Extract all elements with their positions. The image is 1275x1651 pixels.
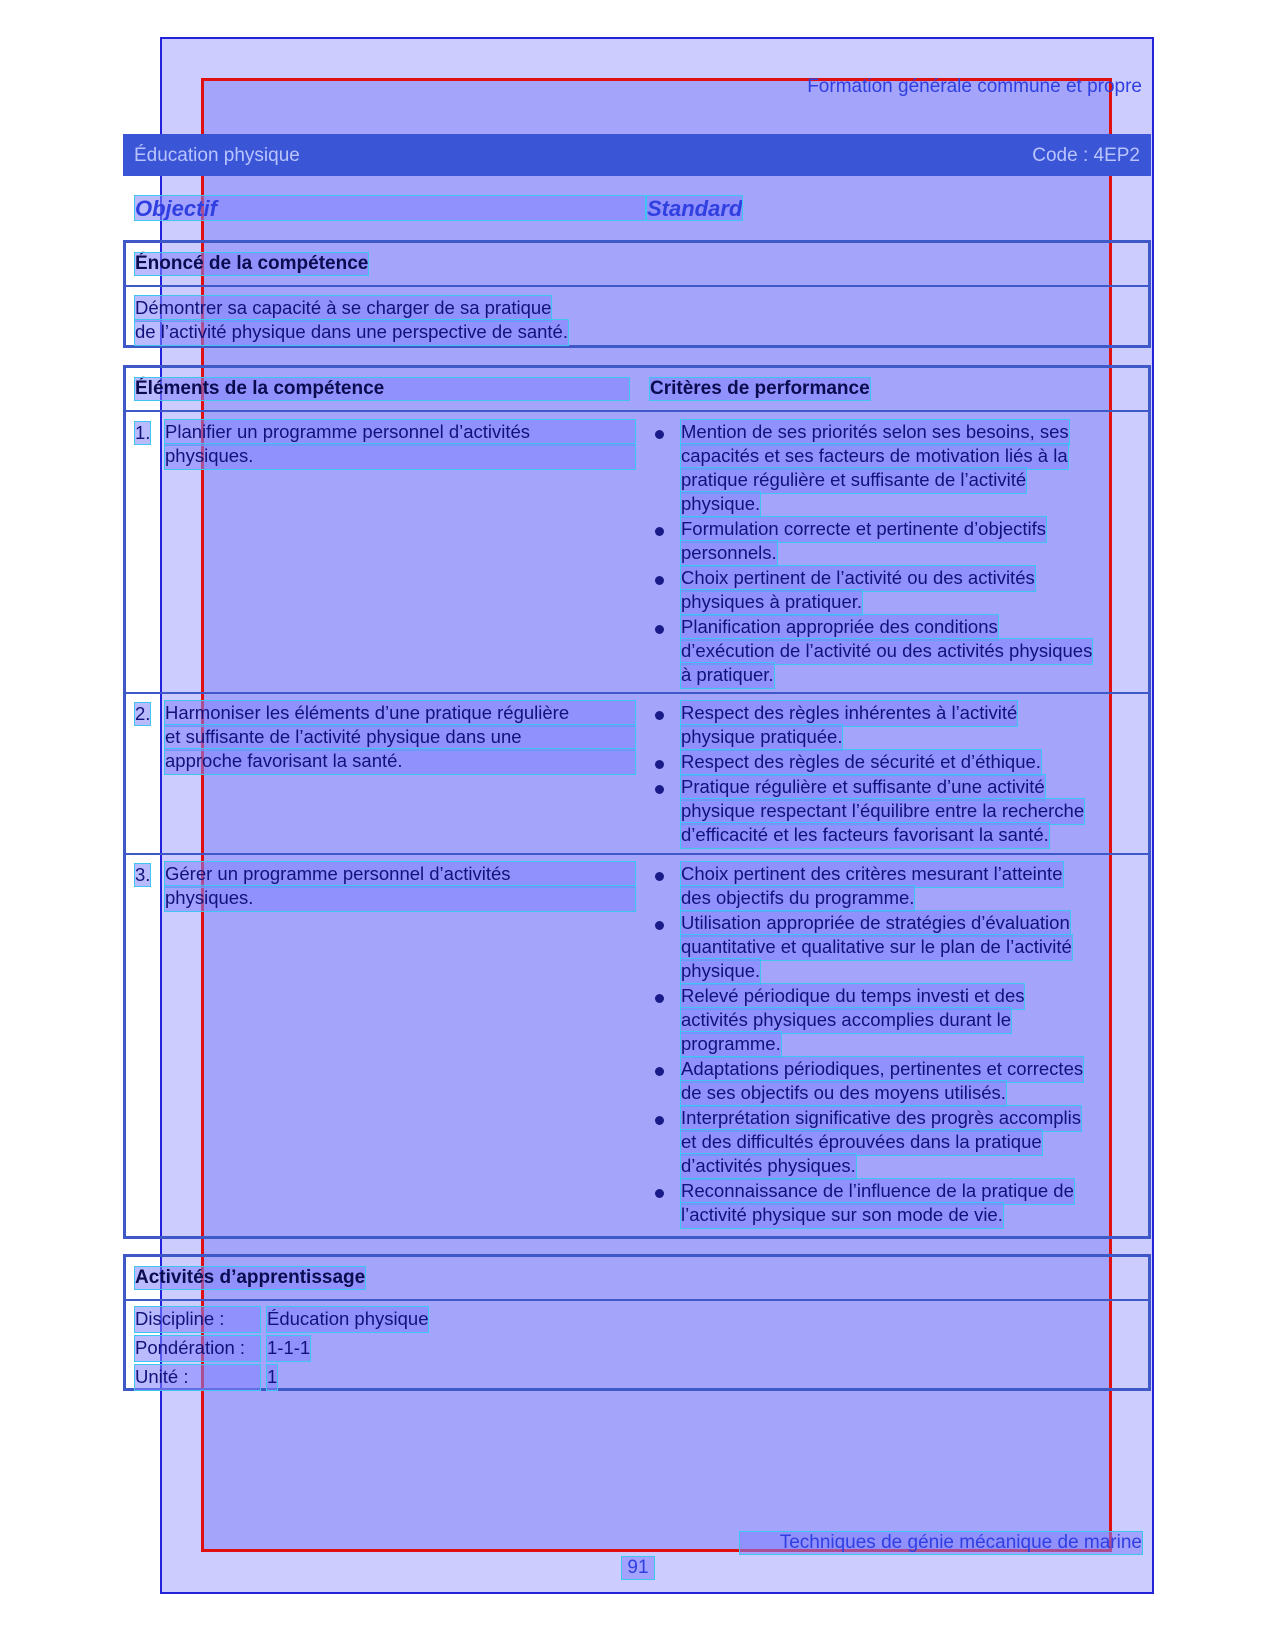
course-title: Éducation physique [134, 145, 300, 166]
criterion-line: Adaptations périodiques, pertinentes et correctes [681, 1057, 1083, 1082]
competence-statement-header [126, 243, 1148, 287]
competence-statement-box [123, 240, 1151, 348]
bullet-icon [655, 1189, 664, 1198]
element-text-line: physiques. [165, 886, 635, 911]
ponderation-value: 1-1-1 [267, 1336, 310, 1361]
element-text-line: Gérer un programme personnel d’activités [165, 862, 635, 887]
bullet-icon [655, 760, 664, 769]
criterion-line: personnels. [681, 541, 777, 566]
criterion-line: Pratique régulière et suffisante d’une activité [681, 775, 1045, 800]
competence-line: de l’activité physique dans une perspective de santé. [135, 320, 568, 345]
bullet-icon [655, 576, 664, 585]
row-divider [126, 853, 1148, 855]
learning-activities-box [123, 1254, 1151, 1391]
page-number: 91 [622, 1557, 654, 1579]
criterion-line: Formulation correcte et pertinente d’objectifs [681, 517, 1046, 542]
criterion-line: programme. [681, 1032, 781, 1057]
criterion-line: physique. [681, 492, 760, 517]
row-divider [126, 692, 1148, 694]
unite-label: Unité : [135, 1365, 260, 1390]
discipline-value: Éducation physique [267, 1307, 428, 1332]
bullet-icon [655, 1067, 664, 1076]
elements-criteria-table [123, 365, 1151, 1239]
bullet-icon [655, 1116, 664, 1125]
element-number: 1. [135, 422, 151, 443]
criterion-line: à pratiquer. [681, 663, 774, 688]
element-number: 2. [135, 703, 151, 724]
criterion-line: physique respectant l’équilibre entre la recherche [681, 799, 1084, 824]
bullet-icon [655, 430, 664, 439]
criterion-line: physiques à pratiquer. [681, 590, 862, 615]
criterion-line: d’exécution de l’activité ou des activités physiques [681, 639, 1092, 664]
criterion-line: l’activité physique sur son mode de vie. [681, 1203, 1003, 1228]
elements-table-header [126, 368, 1148, 412]
criterion-line: Interprétation significative des progrès accomplis [681, 1106, 1081, 1131]
criterion-line: Relevé périodique du temps investi et des [681, 984, 1024, 1009]
criterion-line: Respect des règles de sécurité et d’éthique. [681, 750, 1041, 775]
criterion-line: et des difficultés éprouvées dans la pratique [681, 1130, 1042, 1155]
bullet-icon [655, 625, 664, 634]
objective-label: Objectif [135, 196, 645, 220]
bullet-icon [655, 527, 664, 536]
criterion-line: Reconnaissance de l’influence de la pratique de [681, 1179, 1074, 1204]
criterion-line: Respect des règles inhérentes à l’activité [681, 701, 1017, 726]
running-header: Formation générale commune et propre [807, 76, 1142, 97]
criterion-line: quantitative et qualitative sur le plan de l’activité [681, 935, 1072, 960]
learning-activities-heading: Activités d’apprentissage [135, 1267, 366, 1288]
criterion-line: Choix pertinent des critères mesurant l’atteinte [681, 862, 1063, 887]
bullet-icon [655, 921, 664, 930]
bullet-icon [655, 994, 664, 1003]
criterion-line: des objectifs du programme. [681, 886, 914, 911]
criterion-line: d’efficacité et les facteurs favorisant la santé. [681, 823, 1049, 848]
bullet-icon [655, 711, 664, 720]
criteria-column-header: Critères de performance [650, 378, 870, 399]
criterion-line: Mention de ses priorités selon ses besoins, ses [681, 420, 1069, 445]
criterion-line: d’activités physiques. [681, 1154, 856, 1179]
element-text-line: et suffisante de l’activité physique dans une [165, 725, 635, 750]
bullet-icon [655, 785, 664, 794]
running-footer: Techniques de génie mécanique de marine [740, 1532, 1142, 1554]
course-code: Code : 4EP2 [1032, 145, 1140, 166]
criterion-line: physique. [681, 959, 760, 984]
criterion-line: Choix pertinent de l’activité ou des activités [681, 566, 1035, 591]
criterion-line: physique pratiquée. [681, 725, 842, 750]
competence-line: Démontrer sa capacité à se charger de sa pratique [135, 296, 551, 321]
bullet-icon [655, 872, 664, 881]
learning-activities-header [126, 1257, 1148, 1301]
criterion-line: de ses objectifs ou des moyens utilisés. [681, 1081, 1006, 1106]
element-text-line: Planifier un programme personnel d’activités [165, 420, 635, 445]
criterion-line: Planification appropriée des conditions [681, 615, 998, 640]
criterion-line: Utilisation appropriée de stratégies d’évaluation [681, 911, 1070, 936]
criterion-line: pratique régulière et suffisante de l’activité [681, 468, 1026, 493]
criterion-line: capacités et ses facteurs de motivation liés à la [681, 444, 1068, 469]
discipline-label: Discipline : [135, 1307, 260, 1332]
standard-label: Standard [647, 196, 743, 221]
element-text-line: approche favorisant la santé. [165, 749, 635, 774]
competence-heading: Énoncé de la compétence [135, 253, 369, 274]
element-number: 3. [135, 864, 151, 885]
element-text-line: Harmoniser les éléments d’une pratique régulière [165, 701, 635, 726]
elements-column-header: Éléments de la compétence [135, 378, 629, 400]
element-text-line: physiques. [165, 444, 635, 469]
unite-value: 1 [267, 1365, 277, 1390]
criterion-line: activités physiques accomplies durant le [681, 1008, 1011, 1033]
ponderation-label: Pondération : [135, 1336, 260, 1361]
